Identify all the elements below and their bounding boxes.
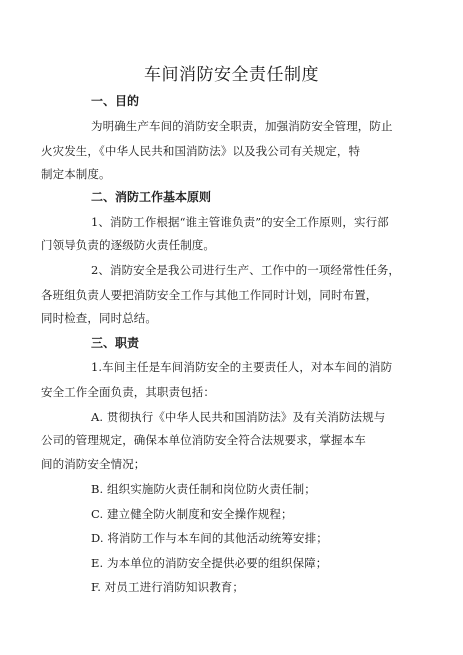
- list-item: C. 建立健全防火制度和安全操作规程；: [91, 507, 293, 521]
- paragraph-line: 1.车间主任是车间消防安全的主要责任人，对本车间的消防: [91, 360, 393, 374]
- paragraph-line: 安全工作全面负责，其职责包括：: [41, 385, 215, 399]
- paragraph-line: 2、消防安全是我公司进行生产、工作中的一项经常性任务，: [91, 263, 401, 277]
- paragraph-line: 公司的管理规定，确保本单位消防安全符合法规要求，掌握本车: [41, 433, 366, 447]
- list-item: E. 为本单位的消防安全提供必要的组织保障；: [91, 556, 328, 570]
- paragraph-line: 各班组负责人要把消防安全工作与其他工作同时计划，同时布置，: [41, 288, 378, 302]
- list-item: D. 将消防工作与本车间的其他活动统筹安排；: [91, 531, 328, 545]
- paragraph-line: 为明确生产车间的消防安全职责，加强消防安全管理，防止: [91, 119, 393, 133]
- list-item: F. 对员工进行消防知识教育；: [91, 580, 244, 594]
- list-item: B. 组织实施防火责任制和岗位防火责任制；: [91, 482, 316, 496]
- document-title: 车间消防安全责任制度: [144, 65, 319, 85]
- paragraph-line: 门领导负责的逐级防火责任制度。: [41, 238, 215, 252]
- paragraph-line: 间的消防安全情况；: [41, 457, 146, 471]
- paragraph-line: A. 贯彻执行《中华人民共和国消防法》及有关消防法规与: [91, 410, 386, 424]
- paragraph-line: 同时检查，同时总结。: [41, 311, 157, 325]
- paragraph-line: 火灾发生，《中华人民共和国消防法》以及我公司有关规定，特: [41, 144, 361, 158]
- section-heading-duties: 三、职责: [91, 336, 140, 350]
- section-heading-principles: 二、消防工作基本原则: [91, 190, 212, 204]
- section-heading-purpose: 一、目的: [91, 94, 140, 108]
- paragraph-line: 制定本制度。: [41, 167, 111, 181]
- paragraph-line: 1、消防工作根据“谁主管谁负责”的安全工作原则，实行部: [91, 215, 389, 229]
